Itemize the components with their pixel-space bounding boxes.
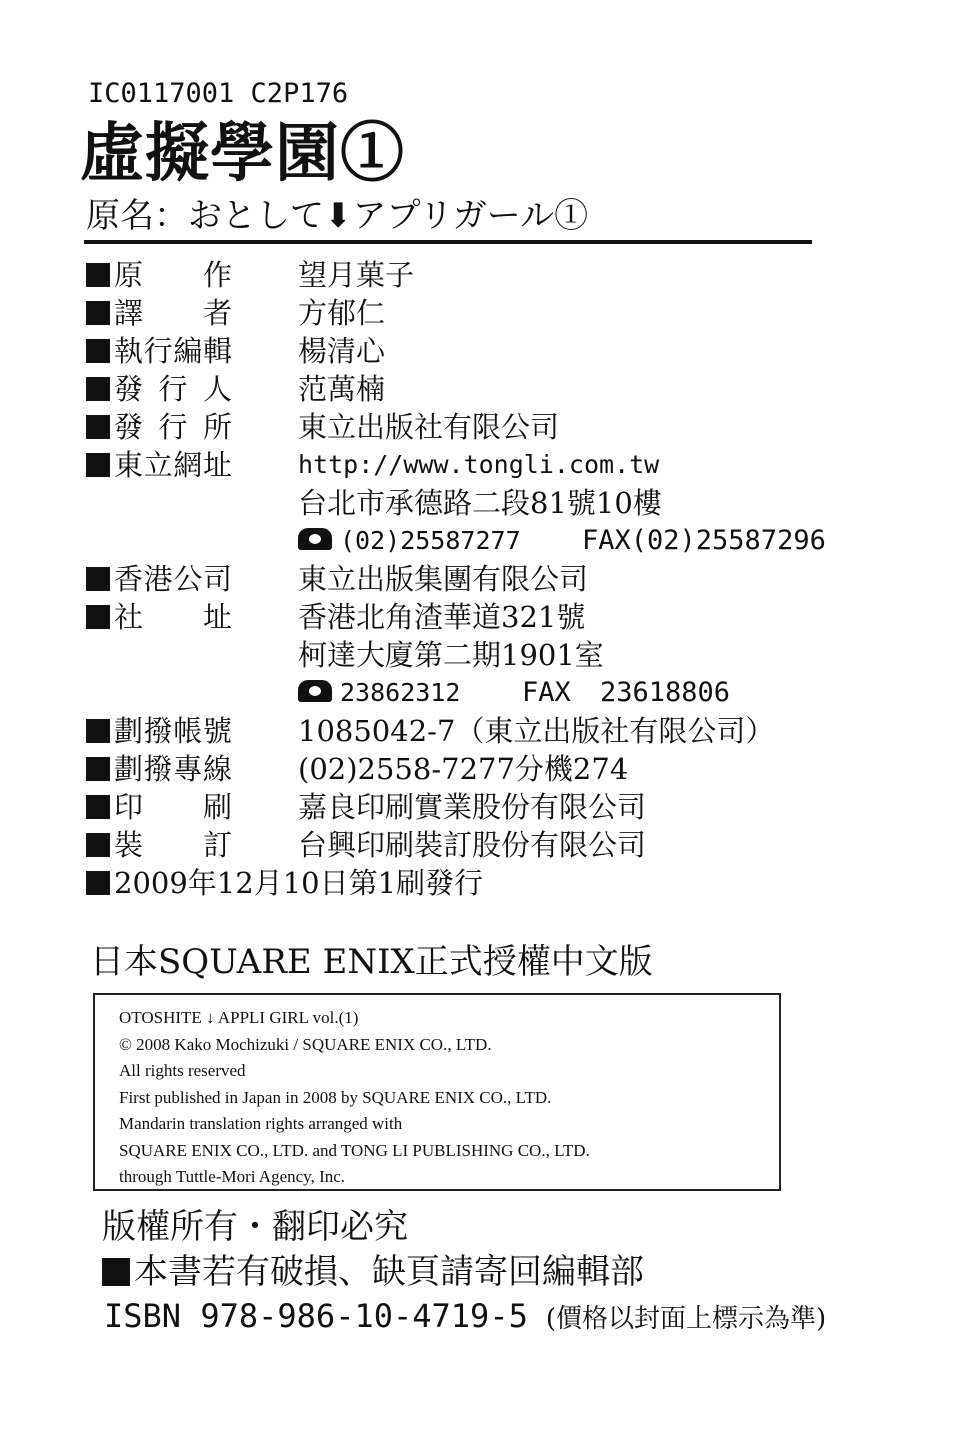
credit-label: 社 址 [114,600,232,634]
copyright-line: © 2008 Kako Mochizuki / SQUARE ENIX CO., LTD. [119,1034,492,1054]
tongli-fax: FAX(02)25587296 [582,525,826,556]
isbn-line [104,1294,826,1341]
credit-label: 發行人 [114,372,232,406]
bullet-square-icon [86,833,110,857]
copyright-line: All rights reserved [119,1061,246,1080]
hk-address-row-2 [86,636,846,674]
credit-row-transfer-account [86,712,846,750]
bullet-square-icon [86,453,110,477]
bullet-square-icon [86,263,110,287]
credit-value: 台興印刷裝訂股份有限公司 [298,828,647,862]
bullet-square-icon [86,795,110,819]
credit-value: 嘉良印刷實業股份有限公司 [298,790,647,824]
credit-value: (02)2558-7277分機274 [298,752,629,786]
bullet-square-icon [102,1258,130,1286]
telephone-icon [298,528,332,550]
credit-label: 原 作 [114,258,232,292]
print-date: 2009年12月10日第1刷發行 [114,866,484,900]
credit-row-translator [86,294,846,332]
hk-address-line1: 香港北角渣華道321號 [298,600,586,634]
credit-value: 范萬楠 [298,372,386,406]
telephone-icon [298,680,332,702]
website-url: http://www.tongli.com.tw [298,450,660,479]
credit-label: 香港公司 [114,562,232,596]
product-code: IC0117001 C2P176 [88,78,349,109]
date-row [86,864,846,902]
copyright-box [93,993,781,1191]
bullet-square-icon [86,719,110,743]
credit-row-publishing-house [86,408,846,446]
credit-row-editor [86,332,846,370]
copyright-line: First published in Japan in 2008 by SQUARE ENIX CO., LTD. [119,1087,552,1107]
bullet-square-icon [86,301,110,325]
damage-notice [102,1250,644,1294]
price-note: (價格以封面上標示為準) [545,1304,827,1334]
credits-list [86,256,846,902]
credit-label: 劃撥專線 [114,752,232,786]
hk-address-row [86,598,846,636]
tongli-address: 台北市承德路二段81號10樓 [298,486,662,520]
credit-label: 發行所 [114,410,232,444]
bullet-square-icon [86,415,110,439]
credit-row-author [86,256,846,294]
tongli-contact-row [86,522,846,560]
edition-statement: 日本SQUARE ENIX正式授權中文版 [90,942,653,982]
bullet-square-icon [86,757,110,781]
isbn-number: ISBN 978-986-10-4719-5 [104,1297,528,1335]
credit-row-publisher [86,370,846,408]
copyright-line: through Tuttle-Mori Agency, Inc. [119,1167,346,1186]
hk-phone: 23862312 [340,678,461,707]
copyright-line: SQUARE ENIX CO., LTD. and TONG LI PUBLISHING CO., LTD. [119,1140,590,1160]
tongli-address-row [86,484,846,522]
credit-row-printing [86,788,846,826]
hk-company: 東立出版集團有限公司 [298,562,589,596]
credit-label: 劃撥帳號 [114,714,232,748]
credit-value: 1085042-7（東立出版社有限公司） [298,714,775,748]
original-title: 原名：おとして⬇アプリガール① [86,196,589,236]
credit-row-website [86,446,846,484]
credit-row-binding [86,826,846,864]
copyright-line: Mandarin translation rights arranged with [119,1114,403,1133]
credit-row-transfer-line [86,750,846,788]
hk-fax: 23618806 [600,677,731,708]
bullet-square-icon [86,567,110,591]
credit-label: 東立網址 [114,448,232,482]
tongli-phone: (02)25587277 [340,526,521,555]
bullet-square-icon [86,339,110,363]
bullet-square-icon [86,871,110,895]
damage-notice-text: 本書若有破損、缺頁請寄回編輯部 [134,1252,644,1292]
book-title: 虛擬學園① [80,116,405,191]
copyright-line: OTOSHITE ↓ APPLI GIRL vol.(1) [119,1008,359,1027]
credit-label: 執行編輯 [114,334,232,368]
credit-value: 東立出版社有限公司 [298,410,560,444]
hk-company-row [86,560,846,598]
credit-value: 望月菓子 [298,258,415,292]
credit-value: 楊清心 [298,334,386,368]
bullet-square-icon [86,605,110,629]
credit-label: 裝 訂 [114,828,232,862]
rights-statement: 版權所有・翻印必究 [102,1207,408,1247]
credit-label: 譯 者 [114,296,232,330]
title-divider [84,240,812,244]
hk-contact-row [86,674,846,712]
bullet-square-icon [86,377,110,401]
credit-value: 方郁仁 [298,296,386,330]
hk-address-line2: 柯達大廈第二期1901室 [298,638,604,672]
credit-label: 印 刷 [114,790,232,824]
hk-fax-label: FAX [522,677,571,708]
